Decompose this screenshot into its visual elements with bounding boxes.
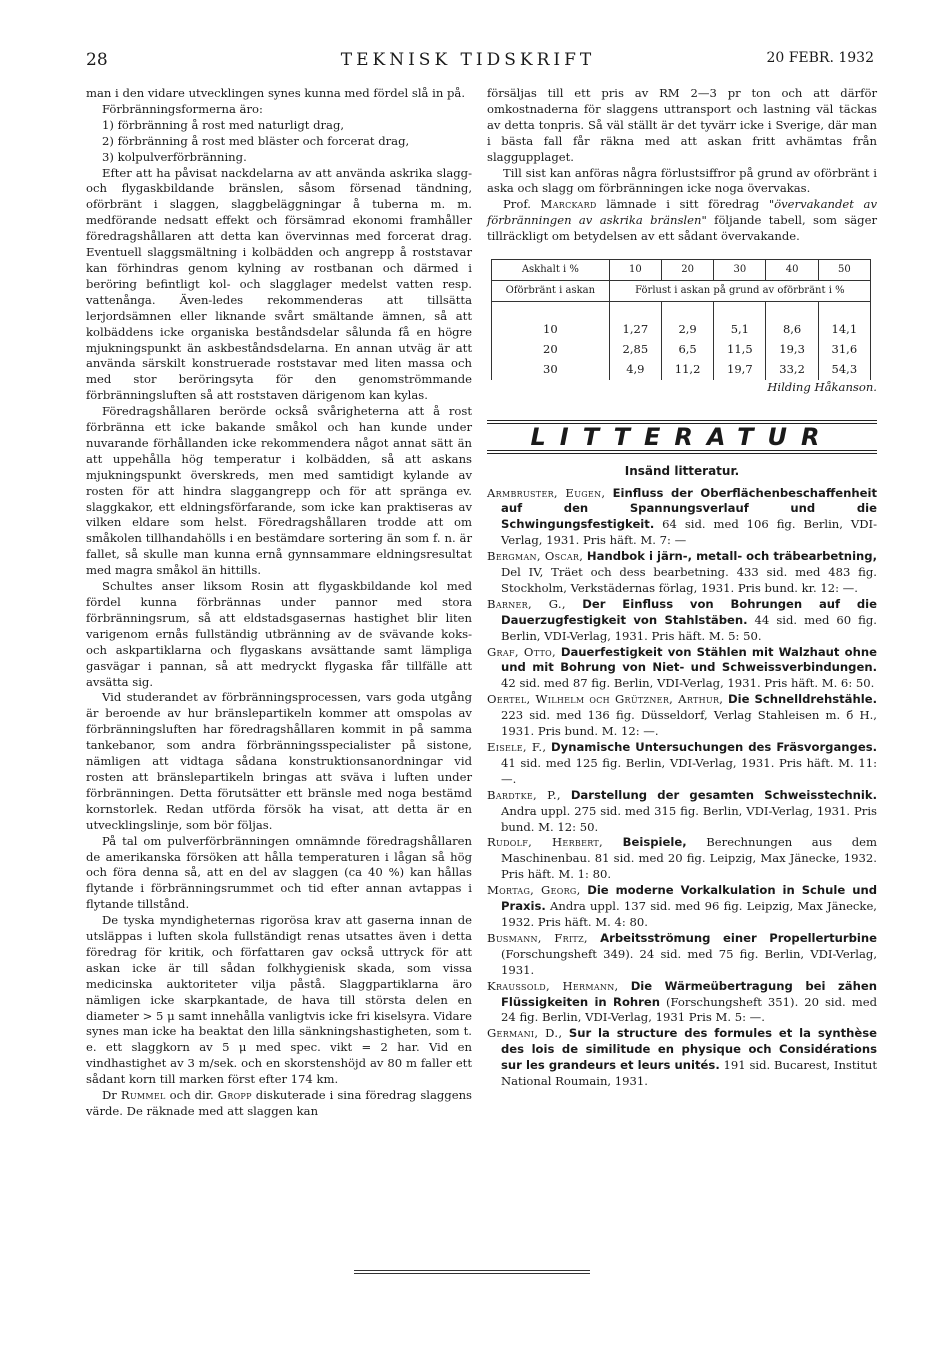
entry-title: Handbok i järn-, metall- och träbearbetning, [586, 549, 877, 564]
unburnt-value: 30 [492, 360, 610, 380]
paragraph: Föredragshållaren berörde också svårigheterna att å rost förbränna ett icke bakande småkol och han kunde under nuvarande förhållanden icke rekommendera något annat sätt än att uppehålla hög temperatur i kolbädden, så att askans mjukningspunkt överskreds, men med samtidigt kylande av rosten för att hindra slaggangrepp och för att spränga ev. slaggkakor, ett eldningsförfarande, som icke kan praktiseras av vilken eldare som helst. Föredragshållaren trodde att om småkolen tillhandahölls i en bestämdare sortering än som f. n. är fallet, så skulle man kunna ernå gynnsammare eldningsresultat med magra småkol än hittills. [86, 404, 472, 578]
literature-entry [487, 486, 877, 550]
entry-details: 41 sid. med 125 fig. Berlin, VDI-Verlag, 1931. Pris häft. M. 11: —. [501, 755, 877, 786]
unburnt-value: 20 [492, 340, 610, 360]
entry-author: Kraussold, Hermann, [487, 978, 619, 993]
entry-author: Bergman, Oscar, [487, 549, 584, 564]
paragraph: 2) förbränning å rost med bläster och forcerat drag, [102, 133, 410, 148]
loss-value: 31,6 [818, 340, 870, 360]
paragraph: 3) kolpulverförbränning. [102, 149, 247, 164]
journal-title: TEKNISK TIDSKRIFT [340, 50, 596, 70]
literature-entry [487, 835, 877, 883]
paragraph: 1) förbränning å rost med naturligt drag, [102, 117, 345, 132]
entry-title: Sur la structure des formules et la synthèse des lois de similitude en physique och Considérations sur les grandeurs et leurs unités. [501, 1026, 877, 1073]
loss-value: 54,3 [818, 360, 870, 380]
entry-author: Barner, G., [487, 596, 566, 611]
entry-details: 191 sid. Bucarest, Institut National Roumain, 1931. [501, 1058, 878, 1089]
left-paragraphs [86, 86, 472, 1088]
ash-level-header: 50 [818, 260, 870, 281]
loss-value: 2,85 [609, 340, 661, 360]
entry-title: Dynamische Untersuchungen des Fräsvorganges. [551, 740, 878, 754]
signature: Hilding Håkanson. [767, 379, 877, 394]
paragraph: Schultes anser liksom Rosin att flygaskbildande kol med fördel kunna förbrännas under pannor med stora förbränningsrum, så att eldstadsgasernas hastighet blir liten varigenom ernås fullständig utbränning av de svävande koks- och askpartiklarna och flygaskans avsättande samt lämpliga gasvägar i pannan, så att medryckt flygaska får tillfälle att avsätta sig. [86, 579, 472, 689]
entry-title: Einfluss der Oberflächenbeschaffenheit auf den Spannungsverlauf und die Schwingungsfestigkeit. [501, 485, 877, 532]
table-header-cell: Oförbränt i askan [492, 281, 610, 302]
table-row [492, 320, 871, 340]
entry-details: 42 sid. med 87 fig. Berlin, VDI-Verlag, 1931. Pris häft. M. 6: 50. [501, 676, 875, 691]
literature-entry [487, 1026, 877, 1090]
loss-value: 1,27 [609, 320, 661, 340]
paragraph: Efter att ha påvisat nackdelarna av att använda askrika slagg- och flygaskbildande bränslen, såsom försenad tändning, oförbränt i slaggen, slaggbeläggningar å tuberna m. m. medförande nedsatt effekt och försämrad ekonomi framhåller föredragshållaren att detta kan övervinnas med forcerat drag. Eventuell slaggsmältning i kolbädden och angrepp å roststavar kan förhindras genom kylning av rostbanan och därmed i beröring befintligt kol- och slagglager medelst vatten resp. vattenånga. Även-ledes rekommenderas att tillsätta lerjordsämnen eller liknande svårt smältande ämnen, så att kolbäddens icke organiska beståndsdelar sålunda få en högre mjukningspunkt än askbeståndsdelarna. En annan utväg är att använda särskilt konstruerade roststavar med liten massa och med stor beröringsyta för den genomströmmande förbränningsluften så att roststaven därigenom kan kylas. [86, 165, 472, 403]
loss-value: 19,3 [766, 340, 818, 360]
section-title: LITTERATUR [530, 422, 834, 451]
issue-date: 20 FEBR. 1932 [766, 50, 874, 66]
loss-value: 11,2 [661, 360, 713, 380]
entry-details: Del IV, Träet och dess bearbetning. 433 sid. med 483 fig. Stockholm, Verkstädernas förlag, 1931. Pris bund. kr. 12: —. [501, 565, 877, 595]
paragraph: försäljas till ett pris av RM 2—3 pr ton och att därför omkostnaderna för slaggens uttransport och lastning väl täckas av detta tonpris. Så väl ställt är det tyvärr icke i Sverige, där man i bästa fall får räkna med att askan fritt avhämtas från slaggupplaget. [487, 86, 877, 164]
entry-details: (Forschungsheft 351). 20 sid. med 24 fig. Berlin, VDI-Verlag, 1931 Pris M. 5: —. [501, 994, 877, 1025]
paragraph: De tyska myndigheternas rigorösa krav att gaserna innan de utsläppas i luften skola fullständigt renas utsattes även i detta föredrag för kritik, och författaren gav också uttryck för att askan icke är till sådan folkhygienisk skada, som vissa medicinska auktoriteter vilja påstå. Slaggpartiklarna äro nämligen icke skarpkantade, de hava till största delen en diameter > 5 μ samt innehålla vanligtvis icke fri kiselsyra. Vidare synes man icke ha beaktat den lilla sänkningshastigheten, som t. e. ett slaggkorn av 5 μ med spec. vikt = 2 har. Vid en vindhastighet av 3 m/sek. och en skorstenshöjd av 80 m faller ett sådant korn till marken först efter 174 km. [86, 913, 472, 1087]
ash-level-header: 20 [661, 260, 713, 281]
person-name: Gropp [217, 1088, 252, 1103]
person-name: Marckard [540, 197, 597, 212]
entry-details: Berechnungen aus dem Maschinenbau. 81 sid. med 20 fig. Leipzig, Max Jänecke, 1932. Pris häft. M. 1: 80. [501, 835, 878, 882]
unburnt-value: 10 [492, 320, 610, 340]
right-intro-paragraphs [487, 86, 877, 197]
loss-value: 6,5 [661, 340, 713, 360]
entry-title: Darstellung der gesamten Schweisstechnik. [570, 787, 877, 802]
entry-author: Rudolf, Herbert, [487, 835, 604, 850]
literature-entry [487, 645, 877, 693]
marckard-paragraph: Prof. Marckard lämnade i sitt föredrag "övervakandet av förbränningen av askrika bränslen" följande tabell, som säger tillräckligt om betydelsen av ett sådant övervakande. [487, 197, 878, 244]
literature-entry [487, 597, 877, 645]
entry-details: (Forschungsheft 349). 24 sid. med 75 fig. Berlin, VDI-Verlag, 1931. [501, 946, 877, 977]
entry-details: 44 sid. med 60 fig. Berlin, VDI-Verlag, 1931. Pris häft. M. 5: 50. [501, 612, 877, 643]
bottom-rule [354, 1270, 590, 1274]
person-name: Rummel [120, 1088, 166, 1103]
paragraph: man i den vidare utvecklingen synes kunna med fördel slå in på. [86, 86, 466, 100]
literature-entry [487, 692, 877, 740]
loss-value: 2,9 [661, 320, 713, 340]
entry-author: Busmann, Fritz, [487, 930, 588, 945]
lecture-title: "övervakandet av förbränningen av askrika bränslen" [487, 197, 877, 228]
entry-details: Andra uppl. 275 sid. med 315 fig. Berlin, VDI-Verlag, 1931. Pris bund. M. 12: 50. [501, 803, 877, 834]
entry-author: Eisele, F., [487, 740, 547, 754]
ash-level-header: 10 [609, 260, 661, 281]
last-paragraph: Dr Rummel och dir. Gropp diskuterade i sina föredrag slaggens värde. De räknade med att slaggen kan [86, 1088, 473, 1118]
literature-entry [487, 740, 877, 788]
literature-entry [487, 788, 877, 836]
literature-entry [487, 883, 877, 931]
paragraph: På tal om pulverförbränningen omnämnde föredragshållaren de amerikanska försöken att hålla temperaturen i lågan så hög och föra denna så, att en del av slaggen (ca 40 %) kan hållas flytande i förbränningsrummet och tid efter annan avtappas i flytande tillstånd. [86, 833, 472, 912]
literature-entry [487, 979, 877, 1027]
literature-entry [487, 931, 877, 979]
table-row [492, 340, 871, 360]
entry-title: Arbeitsströmung einer Propellerturbine [600, 930, 877, 945]
entry-author: Mortag, Georg, [487, 883, 581, 898]
loss-value: 14,1 [818, 320, 870, 340]
ash-level-header: 40 [766, 260, 818, 281]
loss-value: 8,6 [766, 320, 818, 340]
page-header [0, 50, 936, 72]
loss-value: 11,5 [714, 340, 766, 360]
entry-author: Germani, D., [487, 1026, 563, 1041]
literature-entry [487, 549, 877, 597]
paragraph: Vid studerandet av förbränningsprocessen, vars goda utgång är beroende av hur bränslepartikeln kommer att omspolas av förbränningsluften har föredragshållaren kommit in på samma tankebanor, som andra förbränningsspecialister på sistone, nämligen att vidtaga sådana konstruktionsanordningar vid rosten att bränslepartikeln bringas att sväva i luften under förbränningen. Detta förutsätter ett bränsle med noga bestämd kornstorlek. Redan utförda försök ha visat, att detta är en utvecklingslinje, som bör följas. [86, 690, 472, 832]
entry-author: Graf, Otto, [487, 644, 556, 659]
entry-author: Oertel, Wilhelm och Grützner, Arthur, [487, 692, 724, 707]
literature-list [487, 486, 877, 1090]
table-row [492, 360, 871, 380]
entry-title: Die Schnelldrehstähle. [728, 692, 877, 707]
entry-title: Der Einfluss von Bohrungen auf die Dauerzugfestigkeit von Stahlstäben. [501, 596, 878, 627]
entry-title: Beispiele, [622, 835, 687, 850]
loss-value: 5,1 [714, 320, 766, 340]
entry-details: 223 sid. med 136 fig. Düsseldorf, Verlag Stahleisen m. б H., 1931. Pris bund. M. 12: —. [501, 708, 877, 739]
entry-details: 64 sid. med 106 fig. Berlin, VDI-Verlag, 1931. Pris häft. M. 7: — [501, 517, 878, 548]
entry-author: Armbruster, Eugen, [487, 485, 606, 500]
page-number: 28 [86, 50, 108, 70]
entry-title: Die Wärmeübertragung bei zähen Flüssigkeiten in Rohren [501, 978, 877, 1009]
ash-level-header: 30 [714, 260, 766, 281]
paragraph: Förbränningsformerna äro: [102, 101, 263, 116]
loss-value: 33,2 [766, 360, 818, 380]
entry-author: Bardtke, P., [487, 787, 561, 802]
table-caption-cell: Förlust i askan på grund av oförbränt i % [609, 281, 870, 302]
paragraph: Till sist kan anföras några förlustsiffror på grund av oförbränt i aska och slagg om förbränningen icke noga övervakas. [487, 165, 877, 196]
loss-value: 19,7 [714, 360, 766, 380]
entry-title: Dauerfestigkeit von Stählen mit Walzhaut ohne und mit Bohrung von Niet- und Schweissverbindungen. [501, 644, 877, 675]
ash-loss-table [491, 259, 871, 380]
subsection-title: Insänd litteratur. [624, 463, 740, 478]
table-header-cell: Askhalt i % [492, 260, 610, 281]
loss-value: 4,9 [609, 360, 661, 380]
entry-title: Die moderne Vorkalkulation in Schule und Praxis. [501, 883, 878, 914]
entry-details: Andra uppl. 137 sid. med 96 fig. Leipzig, Max Jänecke, 1932. Pris häft. M. 4: 80. [501, 899, 877, 929]
right-column [487, 86, 877, 1090]
left-column [86, 86, 472, 1120]
